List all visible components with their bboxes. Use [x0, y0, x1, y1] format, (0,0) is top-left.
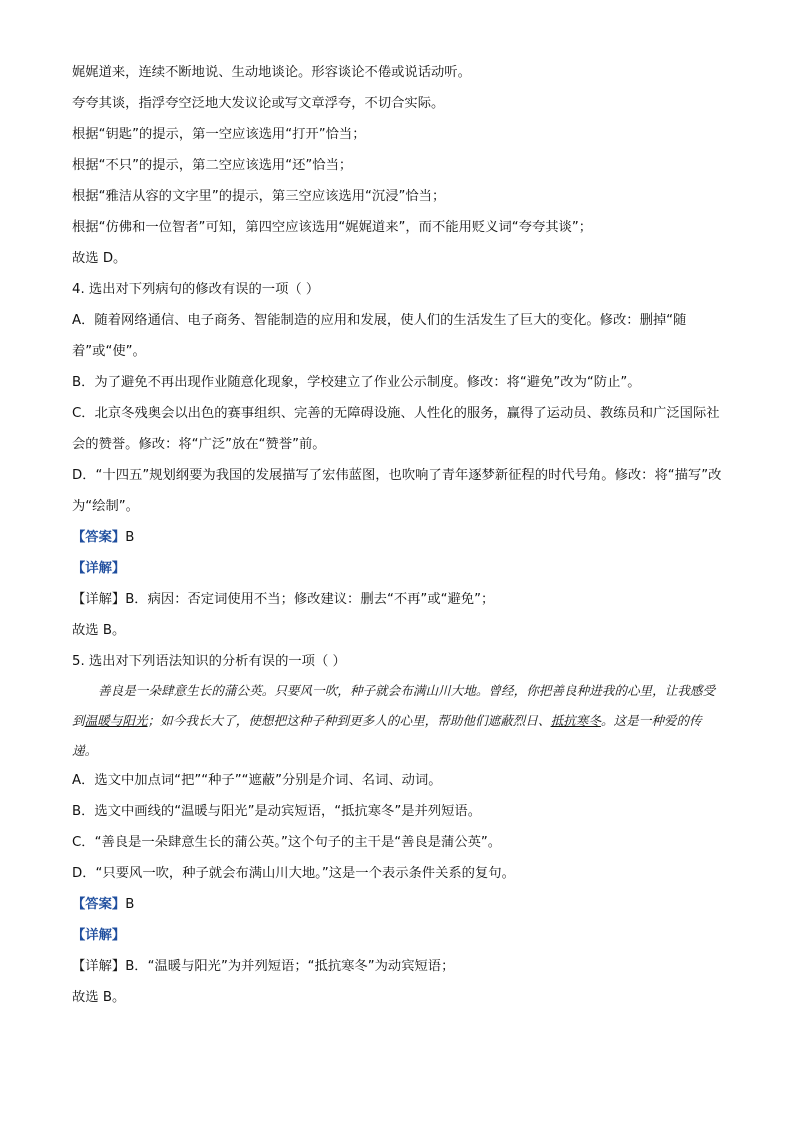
text-line: 根据“不只”的提示，第二空应该选用“还”恰当； — [72, 158, 353, 173]
question-5-option-b: B．选文中画线的“温暖与阳光”是动宾短语，“抵抗寒冬”是并列短语。 — [72, 804, 481, 819]
text-line: 娓娓道来，连续不断地说、生动地谈论。形容谈论不倦或说话动听。 — [72, 65, 471, 80]
text-line: 根据“钥匙”的提示，第一空应该选用“打开”恰当； — [72, 127, 366, 142]
detail-tag: 【详解】 — [72, 928, 126, 943]
detail-prefix: 【详解】 — [72, 592, 126, 607]
question-4-option-c: C．北京冬残奥会以出色的赛事组织、完善的无障碍设施、人性化的服务，赢得了运动员、教练员和广泛国际社会的赞誉。修改：将“广泛”放在“赞誉”前。 — [72, 406, 720, 452]
question-4-option-d: D．“十四五”规划纲要为我国的发展描写了宏伟蓝图，也吹响了青年逐梦新征程的时代号角。修改：将“描写”改为“绘制”。 — [72, 468, 722, 514]
passage-underline-2: 抵抗寒冬 — [550, 713, 601, 728]
text-line: 根据“雅洁从容的文字里”的提示，第三空应该选用“沉浸”恰当； — [72, 189, 446, 204]
answer-tag: 【答案】 — [72, 897, 126, 912]
text-line: 根据“仿佛和一位智者”可知，第四空应该选用“娓娓道来”，而不能用贬义词“夸夸其谈”； — [72, 220, 593, 235]
question-5-option-c: C．“善良是一朵肆意生长的蒲公英。”这个句子的主干是“善良是蒲公英”。 — [72, 835, 502, 850]
question-4-answer — [72, 527, 724, 548]
question-4-conclusion: 故选 B。 — [72, 623, 126, 638]
answer-value: B — [125, 897, 135, 912]
question-5-option-d: D．“只要风一吹，种子就会布满山川大地。”这是一个表示条件关系的复句。 — [72, 866, 515, 881]
detail-text: B．病因：否定词使用不当；修改建议：删去“不再”或“避免”； — [125, 592, 495, 607]
detail-tag: 【详解】 — [72, 561, 126, 576]
passage-text: 善良是一朵肆意生长的蒲公英。只要风一吹，种子就会布满山川大地。曾经，你把善良种进我的心里，让我感受到 — [72, 683, 716, 728]
answer-value: B — [125, 530, 135, 545]
passage-text: 。这是一种爱的传递。 — [72, 713, 702, 758]
question-5-answer — [72, 894, 724, 915]
question-4-option-a: A．随着网络通信、电子商务、智能制造的应用和发展，使人们的生活发生了巨大的变化。修改：删掉“随着”或“使”。 — [72, 313, 687, 359]
question-4-detail — [72, 589, 724, 610]
question-4-option-b: B．为了避免不再出现作业随意化现象，学校建立了作业公示制度。修改：将“避免”改为“防止”。 — [72, 375, 641, 390]
detail-text: B．“温暖与阳光”为并列短语；“抵抗寒冬”为动宾短语； — [125, 959, 455, 974]
question-4-stem: 4. 选出对下列病句的修改有误的一项（ ） — [72, 282, 320, 297]
passage-text: ；如今我长大了，使想把这种子种到更多人的心里，帮助他们遮蔽烈日、 — [147, 713, 551, 728]
question-5-option-a: A．选文中加点词“把”“种子”“遮蔽”分别是介词、名词、动词。 — [72, 773, 442, 788]
question-5-passage — [72, 676, 724, 766]
answer-tag: 【答案】 — [72, 530, 126, 545]
question-5-conclusion: 故选 B。 — [72, 990, 126, 1005]
question-5-detail — [72, 956, 724, 977]
passage-underline-1: 温暖与阳光 — [84, 713, 148, 728]
question-4-detail-heading — [72, 558, 724, 579]
detail-prefix: 【详解】 — [72, 959, 126, 974]
question-5-stem: 5. 选出对下列语法知识的分析有误的一项（ ） — [72, 654, 346, 669]
text-line: 夸夸其谈，指浮夸空泛地大发议论或写文章浮夸，不切合实际。 — [72, 96, 445, 111]
document-page — [72, 62, 724, 1008]
text-line: 故选 D。 — [72, 251, 127, 266]
question-5-detail-heading — [72, 925, 724, 946]
